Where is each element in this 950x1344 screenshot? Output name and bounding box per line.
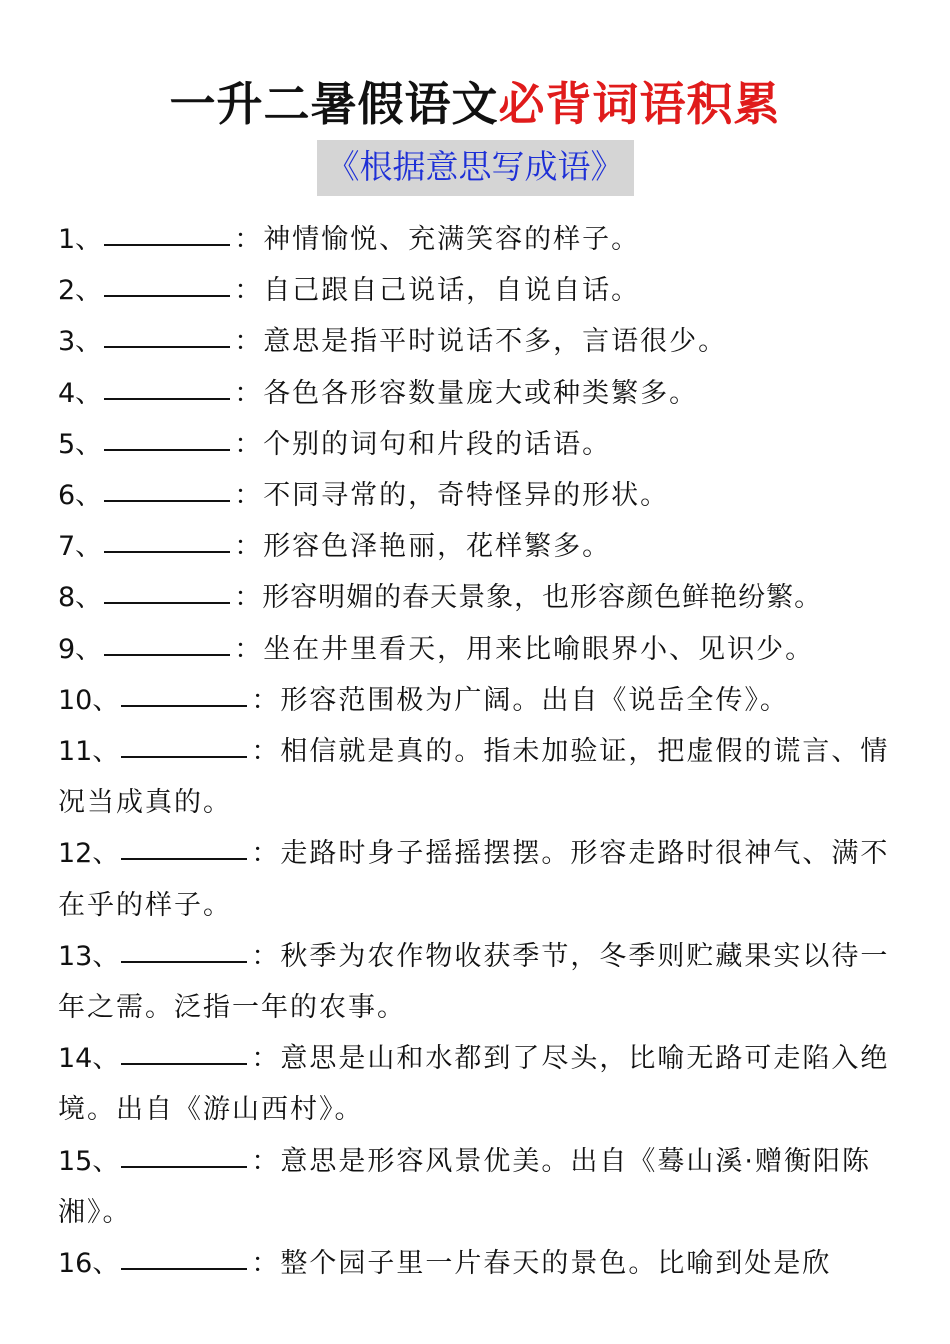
answer-blank (121, 1062, 247, 1065)
list-item (58, 1238, 898, 1289)
item-definition: 走路时身子摇摇摆摆。形容走路时很神气、满不在乎的样子。 (58, 838, 890, 921)
list-item (58, 675, 898, 726)
item-definition: 自己跟自己说话，自说自话。 (263, 275, 641, 307)
item-definition: 个别的词句和片段的话语。 (263, 428, 612, 460)
item-separator: ： (234, 224, 264, 255)
answer-blank (104, 499, 230, 502)
item-number: 16、 (58, 1248, 120, 1280)
item-separator: ： (251, 838, 281, 870)
item-separator: ： (251, 1145, 281, 1177)
answer-blank (104, 601, 230, 604)
item-definition: 不同寻常的，奇特怪异的形状。 (263, 480, 670, 512)
item-number: 7、 (58, 531, 103, 563)
item-definition: 形容明媚的春天景象，也形容颜色鲜艳纷繁。 (262, 582, 823, 614)
item-number: 4、 (58, 377, 103, 409)
item-number: 11、 (58, 736, 120, 768)
list-item (58, 470, 898, 521)
item-separator: ： (251, 684, 281, 716)
item-number: 1、 (58, 224, 103, 255)
list-item (58, 828, 898, 930)
item-separator: ： (251, 736, 281, 768)
item-definition: 相信就是真的。指未加验证，把虚假的谎言、情况当成真的。 (58, 736, 890, 819)
item-separator: ： (251, 940, 281, 972)
item-separator: ： (234, 326, 264, 358)
item-separator: ： (234, 480, 264, 512)
item-separator: ： (234, 582, 263, 614)
answer-blank (121, 857, 247, 860)
list-item (58, 931, 898, 1033)
answer-blank (121, 704, 247, 707)
item-number: 15、 (58, 1145, 120, 1177)
list-item (58, 521, 898, 572)
item-definition: 形容色泽艳丽，花样繁多。 (263, 531, 612, 563)
list-item (58, 214, 898, 265)
list-item (58, 1136, 898, 1238)
item-definition: 形容范围极为广阔。出自《说岳全传》。 (280, 684, 789, 716)
list-item (58, 572, 898, 623)
item-definition: 坐在井里看天，用来比喻眼界小、见识少。 (263, 633, 815, 665)
idiom-list (58, 214, 898, 1289)
section-subtitle: 《根据意思写成语》 (317, 140, 634, 196)
item-separator: ： (234, 275, 264, 307)
answer-blank (104, 345, 230, 348)
item-separator: ： (234, 377, 264, 409)
answer-blank (104, 448, 230, 451)
answer-blank (121, 1267, 247, 1270)
list-item (58, 368, 898, 419)
item-definition: 整个园子里一片春天的景色。比喻到处是欣 (280, 1248, 832, 1280)
item-number: 13、 (58, 940, 120, 972)
item-number: 14、 (58, 1043, 120, 1075)
answer-blank (104, 294, 230, 297)
list-item (58, 265, 898, 316)
list-item (58, 316, 898, 367)
item-number: 9、 (58, 633, 103, 665)
item-number: 6、 (58, 480, 103, 512)
item-separator: ： (234, 531, 264, 563)
item-separator: ： (234, 633, 264, 665)
item-number: 10、 (58, 684, 120, 716)
item-definition: 意思是山和水都到了尽头，比喻无路可走陷入绝境。出自《游山西村》。 (58, 1043, 890, 1126)
item-definition: 意思是形容风景优美。出自《蓦山溪·赠衡阳陈湘》。 (58, 1145, 871, 1228)
item-number: 5、 (58, 428, 103, 460)
item-number: 12、 (58, 838, 120, 870)
answer-blank (104, 243, 230, 246)
list-item (58, 624, 898, 675)
item-number: 2、 (58, 275, 103, 307)
answer-blank (121, 755, 247, 758)
list-item (58, 726, 898, 828)
title-part-red: 必背词语积累 (498, 77, 781, 131)
item-definition: 秋季为农作物收获季节，冬季则贮藏果实以待一年之需。泛指一年的农事。 (58, 940, 890, 1024)
item-definition: 各色各形容数量庞大或种类繁多。 (263, 377, 699, 409)
list-item (58, 1033, 898, 1135)
item-definition: 神情愉悦、充满笑容的样子。 (263, 224, 641, 255)
item-separator: ： (251, 1248, 281, 1280)
item-separator: ： (251, 1043, 281, 1075)
answer-blank (121, 960, 247, 963)
answer-blank (104, 550, 230, 553)
answer-blank (104, 653, 230, 656)
answer-blank (121, 1165, 247, 1168)
title-part-black: 一升二暑假语文 (169, 77, 499, 131)
item-separator: ： (234, 428, 264, 460)
item-definition: 意思是指平时说话不多，言语很少。 (263, 326, 728, 358)
list-item (58, 419, 898, 470)
item-number: 8、 (58, 582, 103, 614)
answer-blank (104, 397, 230, 400)
page-title (0, 68, 950, 134)
item-number: 3、 (58, 326, 103, 358)
